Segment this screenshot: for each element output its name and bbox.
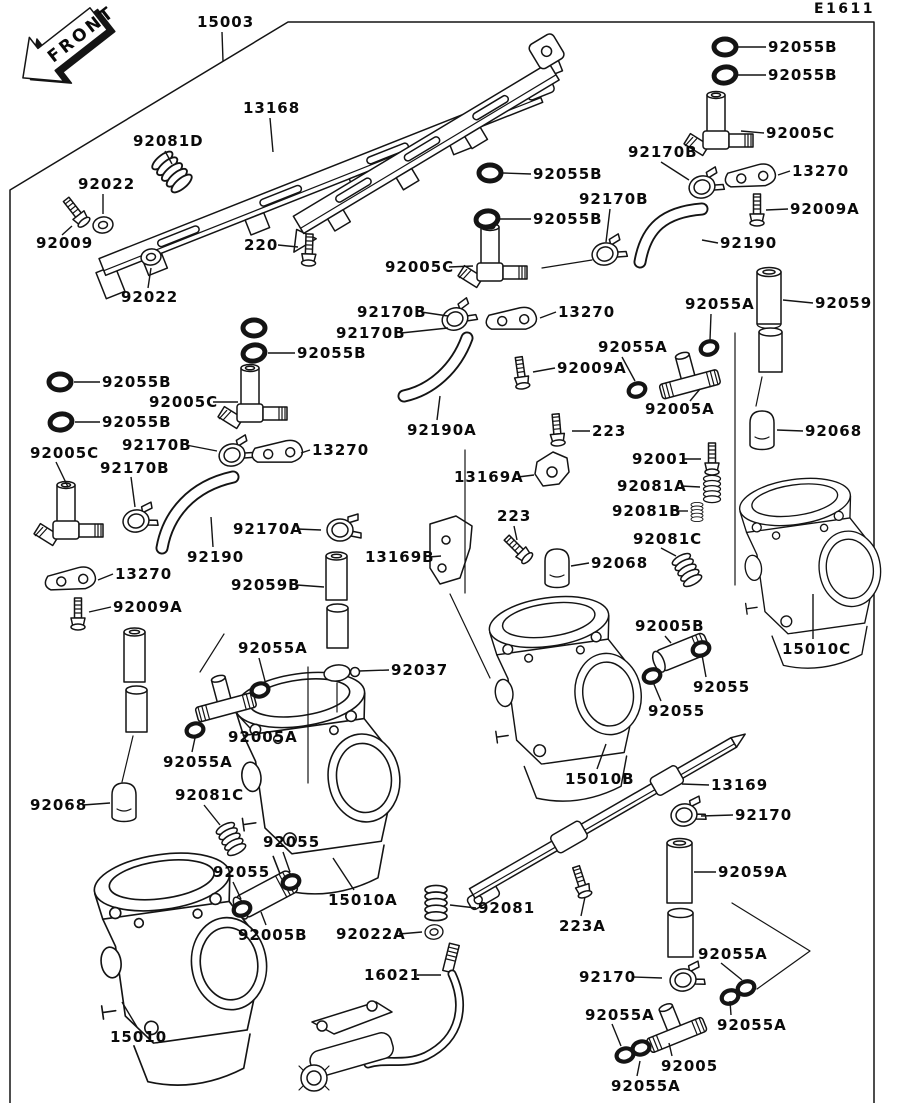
leader-13270-19 xyxy=(540,312,556,318)
part-label-92005-77: 92005 xyxy=(661,1057,719,1075)
leader-92055a-42 xyxy=(622,357,635,381)
carburetor-15010b xyxy=(478,587,654,810)
part-label-223-40: 223 xyxy=(497,507,532,525)
part-label-92190a-37: 92190A xyxy=(407,421,477,439)
leader-92009a-33 xyxy=(89,607,111,612)
leader-92055a-59 xyxy=(259,658,265,681)
part-label-92055a-42: 92055A xyxy=(598,338,668,356)
part-label-92009a-12: 92009A xyxy=(790,200,860,218)
leader-13169a-39 xyxy=(518,475,534,477)
part-label-15010-67: 15010 xyxy=(110,1028,168,1046)
tube-92059b xyxy=(326,552,348,648)
leader-92005b-52 xyxy=(665,636,671,643)
part-label-92005a-43: 92005A xyxy=(645,400,715,418)
clamp-92170b-4 xyxy=(215,434,255,469)
part-label-13169-56: 13169 xyxy=(711,776,769,794)
leader-92081a-45 xyxy=(681,486,700,487)
front-arrow-label: FRONT xyxy=(44,2,120,68)
screw-223a xyxy=(569,865,592,900)
part-label-220-6: 220 xyxy=(244,236,279,254)
leader-92055a-74 xyxy=(721,963,742,980)
clamp-92170a xyxy=(327,514,361,541)
leader-92055a-76 xyxy=(730,1001,731,1015)
clamp-92170b-1 xyxy=(685,166,725,201)
bracket-13169a xyxy=(535,452,569,486)
part-label-92170b-29: 92170B xyxy=(100,459,170,477)
part-label-92055a-78: 92055A xyxy=(611,1077,681,1095)
part-label-92055a-76: 92055A xyxy=(717,1016,787,1034)
part-label-92055a-59: 92055A xyxy=(238,639,308,657)
bracket-13270-1 xyxy=(724,162,778,194)
leader-92068-50 xyxy=(83,803,110,805)
leader-92005c-9 xyxy=(741,131,764,133)
leader-92190-13 xyxy=(702,240,718,243)
o-ring-92055b-3 xyxy=(479,165,501,181)
clamp-92170-bottom xyxy=(667,961,705,993)
part-label-92081c-47: 92081C xyxy=(633,530,703,548)
o-ring-92055a-2 xyxy=(627,381,647,399)
part-label-92081d-2: 92081D xyxy=(133,132,204,150)
leader-13169b-36 xyxy=(429,556,441,557)
o-ring-92055a-3 xyxy=(250,682,270,699)
part-label-92055b-14: 92055B xyxy=(533,165,603,183)
bracket-13270-2 xyxy=(485,305,538,335)
part-label-92022a-70: 92022A xyxy=(336,925,406,943)
part-label-92009a-33: 92009A xyxy=(113,598,183,616)
o-ring-92055b-1 xyxy=(714,39,736,55)
clamp-92170-mid xyxy=(668,796,706,828)
part-label-13270-11: 13270 xyxy=(792,162,850,180)
part-label-92059-21: 92059 xyxy=(815,294,873,312)
part-label-13270-32: 13270 xyxy=(115,565,173,583)
leader-13169-56 xyxy=(682,784,709,785)
bracket-13169b xyxy=(430,516,472,584)
leader-92068-49 xyxy=(571,563,589,566)
part-label-92055b-24: 92055B xyxy=(102,373,172,391)
part-label-92055b-26: 92055B xyxy=(102,413,172,431)
part-label-92170b-22: 92170B xyxy=(336,324,406,342)
leader-92022a-70 xyxy=(399,932,422,934)
part-label-92005b-66: 92005B xyxy=(238,926,308,944)
o-ring-92055b-4 xyxy=(475,209,499,229)
part-label-92055b-23: 92055B xyxy=(297,344,367,362)
part-label-13168-1: 13168 xyxy=(243,99,301,117)
spring-92081a xyxy=(704,475,721,502)
part-label-15010c-51: 15010C xyxy=(782,640,852,658)
o-ring-92055b-5 xyxy=(243,320,265,336)
part-label-92055-64: 92055 xyxy=(263,833,321,851)
carburetor-15010 xyxy=(82,842,282,1095)
part-label-92055b-16: 92055B xyxy=(533,210,603,228)
spring-92081c-right xyxy=(671,551,704,589)
part-label-92055a-75: 92055A xyxy=(585,1006,655,1024)
o-ring-92055a-4 xyxy=(185,722,205,739)
leader-92059b-35 xyxy=(297,585,324,587)
o-ring-92055b-8 xyxy=(49,412,73,432)
leader-13270-32 xyxy=(98,574,113,580)
hose-92190a xyxy=(404,338,467,396)
part-label-13169a-39: 13169A xyxy=(454,468,524,486)
part-label-92005c-9: 92005C xyxy=(766,124,836,142)
clamp-92170b-2 xyxy=(588,233,628,268)
part-label-92001-44: 92001 xyxy=(632,450,690,468)
t-fitting-92005c-midleft xyxy=(218,365,287,429)
t-fitting-92005c-left xyxy=(34,482,103,546)
o-ring-92055a-1 xyxy=(699,339,719,357)
tube-92059-right xyxy=(757,268,782,373)
part-label-13169b-36: 13169B xyxy=(365,548,435,566)
part-label-223a-71: 223A xyxy=(559,917,606,935)
o-ring-92055b-7 xyxy=(49,374,71,390)
leader-223-40 xyxy=(514,526,517,540)
leader-92081c-47 xyxy=(661,548,676,556)
rail-13168-rear xyxy=(265,32,582,255)
part-label-92009a-41: 92009A xyxy=(557,359,627,377)
hose-92190-right xyxy=(640,209,702,262)
part-label-92081b-46: 92081B xyxy=(612,502,682,520)
front-arrow xyxy=(6,0,133,105)
part-label-15003-0: 15003 xyxy=(197,13,255,31)
part-label-92005c-27: 92005C xyxy=(30,444,100,462)
tube-92059-left xyxy=(124,628,147,732)
leader-92055a-20 xyxy=(710,314,711,340)
part-label-92170b-28: 92170B xyxy=(122,436,192,454)
part-label-92005c-17: 92005C xyxy=(385,258,455,276)
spring-92081b xyxy=(691,502,703,521)
leader-92170b-10 xyxy=(661,162,689,180)
leader-92055-53 xyxy=(702,655,706,677)
part-label-92022-3: 92022 xyxy=(78,175,136,193)
leader-92170a-34 xyxy=(297,529,321,530)
hose-92190-left xyxy=(162,477,233,548)
part-label-15010a-68: 15010A xyxy=(328,891,398,909)
part-label-92055b-8: 92055B xyxy=(768,66,838,84)
screw-223-upper xyxy=(549,413,566,446)
leader-92009a-12 xyxy=(766,209,788,210)
screw-223-lower xyxy=(502,533,535,566)
clamp-92170b-5 xyxy=(120,502,158,534)
washer-92022-1 xyxy=(92,215,114,234)
part-label-92055b-7: 92055B xyxy=(768,38,838,56)
leader-223a-71 xyxy=(581,897,585,916)
part-label-92170a-34: 92170A xyxy=(233,520,303,538)
screw-92009 xyxy=(61,195,92,229)
cap-92068-mid xyxy=(545,549,569,588)
leader-92170b-29 xyxy=(131,477,135,507)
spring-92081d xyxy=(150,149,195,196)
part-label-92170b-15: 92170B xyxy=(579,190,649,208)
leader-92005b-66 xyxy=(261,912,266,925)
part-label-92170-57: 92170 xyxy=(735,806,793,824)
leader-92009-4 xyxy=(62,226,72,235)
leader-92055-54 xyxy=(653,682,661,701)
t-fitting-92005c-mid xyxy=(458,224,527,288)
cable-assembly-16021 xyxy=(299,943,459,1091)
leader-92055a-62 xyxy=(192,738,195,752)
leader-92037-60 xyxy=(359,670,389,671)
screw-92001 xyxy=(705,443,719,475)
leader-92055a-78 xyxy=(637,1061,640,1076)
part-label-92081c-63: 92081C xyxy=(175,786,245,804)
part-label-92055-53: 92055 xyxy=(693,678,751,696)
bracket-13270-3 xyxy=(251,438,304,468)
part-label-92055a-20: 92055A xyxy=(685,295,755,313)
part-label-223-38: 223 xyxy=(592,422,627,440)
part-label-92170-73: 92170 xyxy=(579,968,637,986)
part-label-92059b-35: 92059B xyxy=(231,576,301,594)
part-label-92059a-58: 92059A xyxy=(718,863,788,881)
leader-92190a-37 xyxy=(437,396,440,420)
o-ring-92055b-6 xyxy=(242,343,267,363)
screw-92009a-mid xyxy=(512,356,530,390)
leader-92055b-14 xyxy=(503,173,531,174)
leader-15003-0 xyxy=(222,32,223,61)
part-label-92068-48: 92068 xyxy=(805,422,863,440)
part-label-92081a-45: 92081A xyxy=(617,477,687,495)
part-label-92022-5: 92022 xyxy=(121,288,179,306)
part-label-13270-19: 13270 xyxy=(558,303,616,321)
leader-92068-48 xyxy=(777,430,803,431)
part-label-92068-50: 92068 xyxy=(30,796,88,814)
part-label-92005a-61: 92005A xyxy=(228,728,298,746)
part-label-92190-13: 92190 xyxy=(720,234,778,252)
part-label-92005c-25: 92005C xyxy=(149,393,219,411)
leader-13168-1 xyxy=(270,118,273,152)
part-label-92037-60: 92037 xyxy=(391,661,449,679)
screw-92009a-right xyxy=(750,194,764,226)
part-label-92055-65: 92055 xyxy=(213,863,271,881)
part-label-92055a-74: 92055A xyxy=(698,945,768,963)
cap-92068-right xyxy=(750,411,774,450)
part-label-92005b-52: 92005B xyxy=(635,617,705,635)
part-label-92190-31: 92190 xyxy=(187,548,245,566)
bracket-13270-4 xyxy=(44,565,98,597)
leader-92059-21 xyxy=(783,300,813,303)
t-fitting-92005c-top xyxy=(684,92,753,156)
leader-92170b-15 xyxy=(606,209,610,242)
leader-92170-57 xyxy=(701,815,733,816)
o-ring-92055-4 xyxy=(642,667,662,685)
tube-92059a xyxy=(667,839,693,958)
leader-92170b-22 xyxy=(401,328,448,333)
screw-92009a-left xyxy=(71,598,85,630)
spring-92081 xyxy=(425,885,447,920)
part-label-15010b-55: 15010B xyxy=(565,770,635,788)
part-label-92170b-18: 92170B xyxy=(357,303,427,321)
leader-92055a-75 xyxy=(612,1024,621,1046)
part-label-16021-72: 16021 xyxy=(364,966,422,984)
part-label-92055a-62: 92055A xyxy=(163,753,233,771)
leader-92009a-41 xyxy=(533,368,555,372)
leader-92170b-28 xyxy=(186,445,217,451)
spring-92081c-left xyxy=(215,820,248,858)
part-label-92170b-10: 92170B xyxy=(628,143,698,161)
leader-92170-73 xyxy=(632,977,662,978)
part-label-92068-49: 92068 xyxy=(591,554,649,572)
cap-92068-left xyxy=(112,783,136,822)
washer-92022a xyxy=(424,924,444,941)
part-label-13270-30: 13270 xyxy=(312,441,370,459)
leader-13270-11 xyxy=(778,171,790,175)
leader-92081c-63 xyxy=(204,805,220,825)
leader-92190-31 xyxy=(211,517,213,547)
leader-92005c-17 xyxy=(449,266,473,267)
o-ring-92055a-8 xyxy=(631,1040,651,1057)
part-label-92055-54: 92055 xyxy=(648,702,706,720)
drawing-code: E1611 xyxy=(814,1,876,17)
carburetor-15010c xyxy=(729,469,893,676)
part-label-92081-69: 92081 xyxy=(478,899,536,917)
part-label-92009-4: 92009 xyxy=(36,234,94,252)
o-ring-92055b-2 xyxy=(713,65,738,85)
